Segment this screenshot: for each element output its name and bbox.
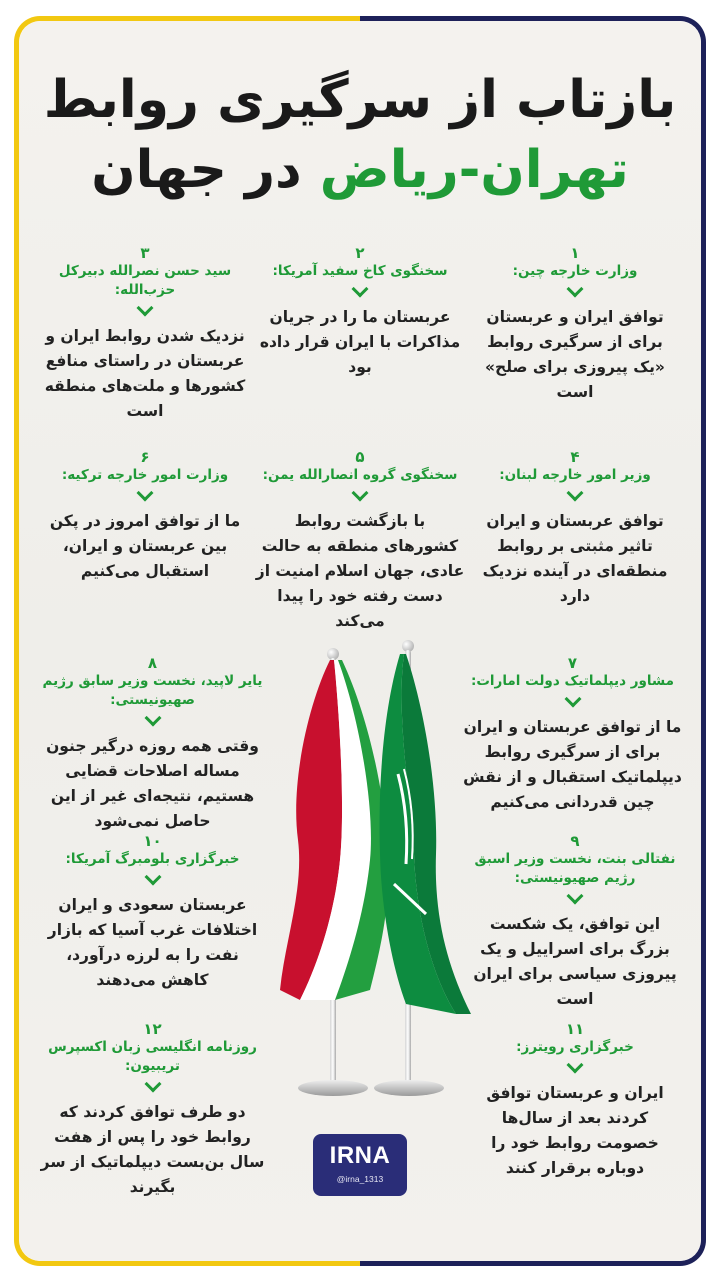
saudi-flag-icon (376, 654, 476, 1014)
item-source: خبرگزاری بلومبرگ آمریکا: (65, 851, 240, 867)
item-source: سید حسن نصرالله دبیرکل حزب‌الله: (58, 263, 232, 298)
item-number: ۴ (570, 448, 580, 466)
chevron-down-icon (470, 487, 680, 503)
irna-logo-text: IRNA (329, 1142, 391, 1169)
item-quote: نزدیک شدن روابط ایران و عربستان در راستای منافع کشورها و ملت‌های منطقه است (44, 327, 246, 420)
item-number: ۹ (570, 832, 580, 850)
chevron-down-icon (470, 283, 680, 299)
saudi-flag-base (374, 1080, 444, 1096)
item-quote: دو طرف توافق کردند که روابط خود را پس از هفت سال بن‌بست دیپلماتیک از سر بگیرند (40, 1103, 265, 1196)
item-10 (40, 832, 265, 993)
item-quote: ما از توافق عربستان و ایران برای از سرگیری روابط دیپلماتیک استقبال و از نقش چین قدردانی می‌کنیم (463, 718, 682, 811)
item-5 (255, 448, 465, 634)
item-number: ۱۲ (143, 1020, 162, 1038)
item-source: یایر لاپید، نخست وزیر سابق رژیم صهیونیستی: (42, 673, 263, 708)
item-11 (470, 1020, 680, 1181)
iran-flag-base (298, 1080, 368, 1096)
item-9 (470, 832, 680, 1012)
chevron-down-icon (255, 487, 465, 503)
item-quote: با بازگشت روابط کشورهای منطقه به حالت عادی، جهان اسلام امنیت از دست رفته خود را پیدا می‌کند (255, 512, 465, 630)
item-number: ۶ (140, 448, 150, 466)
item-number: ۷ (567, 654, 578, 672)
item-number: ۱ (570, 244, 580, 262)
title-line-2 (40, 140, 680, 200)
item-number: ۱۰ (143, 832, 162, 850)
item-2 (255, 244, 465, 380)
chevron-down-icon (40, 1078, 265, 1094)
item-12 (40, 1020, 265, 1200)
item-source: وزارت خارجه چین: (512, 263, 638, 279)
item-source: روزنامه انگلیسی زبان اکسپرس تریبیون: (48, 1039, 257, 1074)
item-quote: توافق ایران و عربستان برای از سرگیری روابط «یک پیروزی برای صلح» است (485, 308, 665, 401)
item-quote: عربستان سعودی و ایران اختلافات غرب آسیا که بازار نفت را به لرزه درآورد، کاهش می‌دهند (47, 896, 258, 989)
item-source: مشاور دیپلماتیک دولت امارات: (470, 673, 675, 689)
item-number: ۸ (147, 654, 158, 672)
chevron-down-icon (40, 302, 250, 318)
chevron-down-icon (460, 693, 685, 709)
item-number: ۵ (355, 448, 365, 466)
item-source: سخنگوی گروه انصارالله یمن: (262, 467, 458, 483)
item-source: وزیر امور خارجه لبنان: (499, 467, 651, 483)
item-8 (40, 654, 265, 834)
item-source: نفتالی بنت، نخست وزیر اسبق رژیم صهیونیستی: (474, 851, 676, 886)
title-highlight: تهران-ریاض (319, 140, 629, 200)
item-quote: توافق عربستان و ایران تاثیر مثبتی بر روابط منطقه‌ای در آینده نزدیک دارد (482, 512, 668, 605)
item-3 (40, 244, 250, 424)
chevron-down-icon (470, 890, 680, 906)
irna-handle: @irna_1313 (336, 1174, 384, 1184)
chevron-down-icon (40, 487, 250, 503)
irna-logo (313, 1134, 407, 1196)
item-number: ۳ (140, 244, 150, 262)
chevron-down-icon (470, 1059, 680, 1075)
chevron-down-icon (255, 283, 465, 299)
item-number: ۲ (355, 244, 365, 262)
item-quote: این توافق، یک شکست بزرگ برای اسراییل و یک پیروزی سیاسی برای ایران است (473, 915, 677, 1008)
item-1 (470, 244, 680, 405)
item-7 (460, 654, 685, 815)
item-source: وزارت امور خارجه ترکیه: (61, 467, 229, 483)
item-quote: ایران و عربستان توافق کردند بعد از سال‌ها خصومت روابط خود را دوباره برقرار کنند (486, 1084, 664, 1177)
item-source: سخنگوی کاخ سفید آمریکا: (272, 263, 448, 279)
item-4 (470, 448, 680, 609)
flags-illustration (280, 640, 480, 1100)
item-source: خبرگزاری رویترز: (516, 1039, 634, 1055)
item-quote: وقتی همه روزه درگیر جنون مساله اصلاحات قضایی هستیم، نتیجه‌ای غیر از این حاصل نمی‌شود (46, 737, 259, 830)
title-rest: در جهان (91, 140, 320, 200)
item-quote: عربستان ما را در جریان مذاکرات با ایران قرار داده بود (259, 308, 461, 376)
chevron-down-icon (40, 871, 265, 887)
iran-flag-icon (280, 660, 390, 1000)
chevron-down-icon (40, 712, 265, 728)
title-line-1: بازتاب از سرگیری روابط (43, 70, 677, 130)
item-number: ۱۱ (565, 1020, 585, 1038)
item-6 (40, 448, 250, 584)
item-quote: ما از توافق امروز در پکن بین عربستان و ایران، استقبال می‌کنیم (49, 512, 241, 580)
